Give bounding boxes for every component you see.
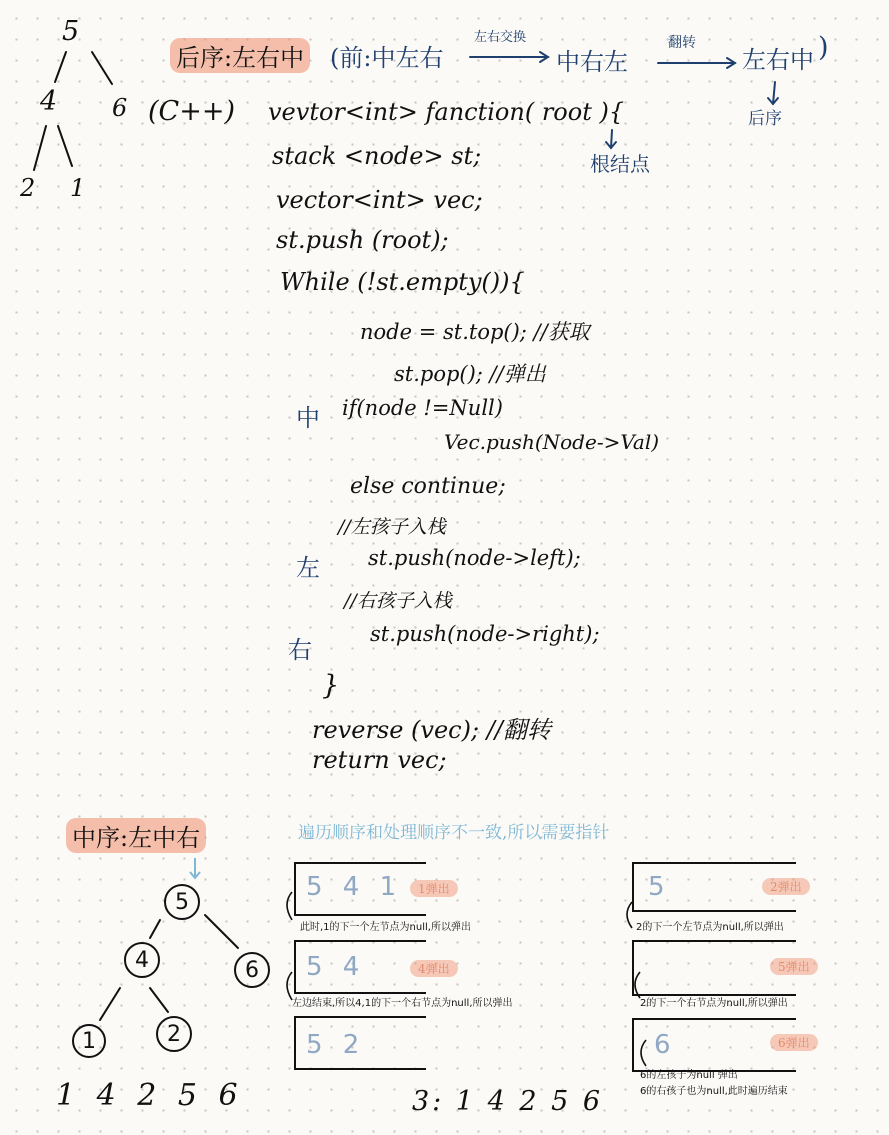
tree-lr: 1 (70, 174, 86, 202)
pop-tag: 5弹出 (770, 958, 818, 975)
code-line: if(node !=Null) (342, 396, 503, 420)
tree-node-right: 6 (234, 952, 270, 988)
tree-node-lr: 2 (156, 1016, 192, 1052)
tree-node-left: 4 (124, 942, 160, 978)
tree-node-ll: 1 (72, 1024, 106, 1058)
code-line: vector<int> vec; (276, 186, 483, 214)
code-line: st.push(node->left); (368, 546, 581, 570)
postorder-label: 后序 (748, 109, 782, 129)
tree-ll: 2 (20, 174, 36, 202)
stack-content: 5 (648, 872, 671, 902)
code-line: vevtor<int> fanction( root ){ (268, 98, 625, 126)
side-right-label: 右 (288, 636, 312, 664)
code-comment: //左孩子入栈 (338, 516, 446, 538)
code-comment: //右孩子入栈 (344, 590, 452, 612)
inorder-result: 3: 1 4 2 5 6 (412, 1086, 604, 1117)
stack-caption: 此时,1的下一个左节点为null,所以弹出 (300, 922, 471, 933)
inorder-title: 中序:左中右 (66, 818, 206, 853)
stack-content: 6 (654, 1030, 677, 1060)
stack-caption: 2的下一个左节点为null,所以弹出 (636, 922, 784, 933)
close-paren: ) (818, 32, 829, 63)
pop-tag: 4弹出 (410, 960, 458, 977)
code-line: st.push (root); (276, 226, 449, 254)
code-line: return vec; (312, 746, 447, 774)
pop-tag: 2弹出 (762, 878, 810, 895)
tree-left: 4 (40, 86, 58, 117)
code-line: st.pop(); //弹出 (394, 362, 546, 386)
code-line: else continue; (350, 474, 506, 499)
code-line: While (!st.empty()){ (280, 268, 525, 296)
stack-caption: 2的下一个右节点为null,所以弹出 (640, 998, 788, 1009)
stack-content: 5 2 (306, 1030, 366, 1060)
code-line: node = st.top(); //获取 (360, 320, 590, 344)
code-line: st.push(node->right); (370, 622, 600, 646)
stack-caption: 6的左孩子为null 弹出 6的右孩子也为null,此时遍历结束 (640, 1070, 788, 1097)
inorder-sequence: 1 4 2 5 6 (56, 1078, 244, 1113)
side-mid-label: 中 (296, 404, 320, 432)
stack-caption: 左边结束,所以4,1的下一个右节点为null,所以弹出 (292, 998, 513, 1009)
mid-order-text: 中右左 (556, 48, 628, 76)
stack-content: 5 4 (306, 952, 366, 982)
code-line: } (322, 670, 340, 701)
arrow2-label: 翻转 (668, 35, 696, 51)
arrow1-label: 左右交换 (474, 30, 527, 45)
stack-content: 5 4 1 (306, 872, 403, 902)
tree-root: 5 (62, 16, 80, 47)
tree-node-root: 5 (164, 884, 200, 920)
code-line: stack <node> st; (272, 142, 482, 170)
code-line: Vec.push(Node->Val) (444, 430, 660, 454)
end-order-text: 左右中 (742, 46, 814, 74)
pop-tag: 1弹出 (410, 880, 458, 897)
language-label: (C++) (148, 96, 235, 127)
inorder-note: 遍历顺序和处理顺序不一致,所以需要指针 (298, 823, 610, 843)
pop-tag: 6弹出 (770, 1034, 818, 1051)
preorder-note: (前:中左右 (330, 44, 444, 72)
tree-right: 6 (112, 94, 128, 122)
postorder-title: 后序:左右中 (170, 38, 310, 73)
root-note: 根结点 (590, 152, 650, 176)
side-left-label: 左 (296, 554, 320, 582)
code-line: reverse (vec); //翻转 (312, 716, 551, 744)
